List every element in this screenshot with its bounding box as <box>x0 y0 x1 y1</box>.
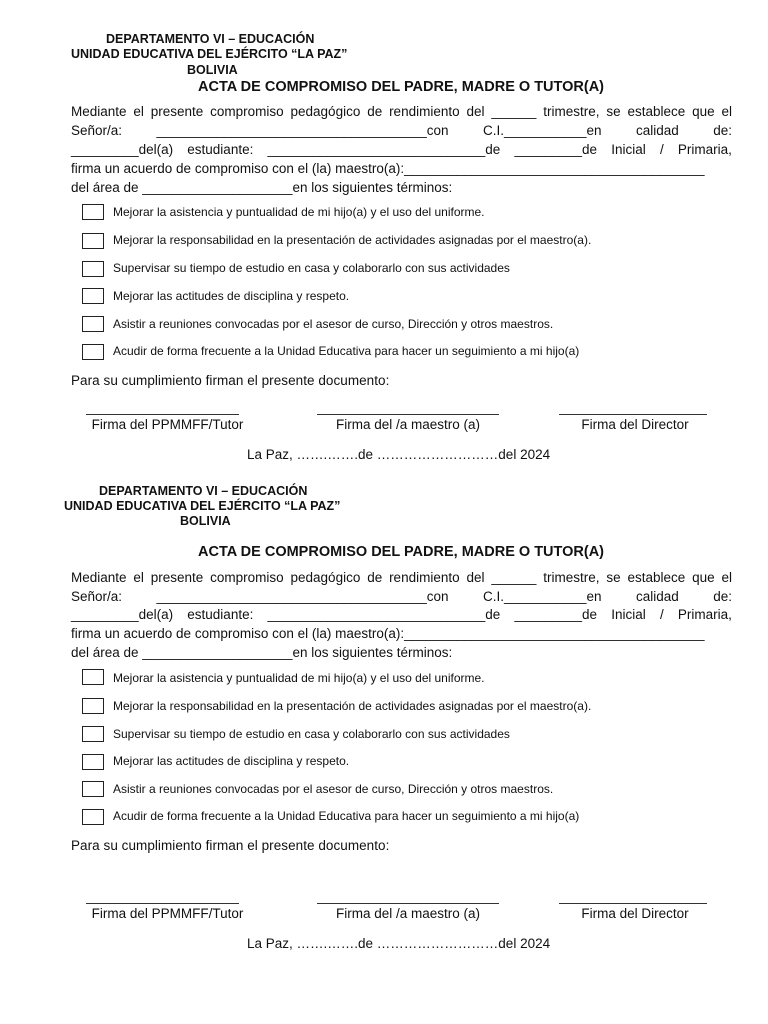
paragraph-line-4: firma un acuerdo de compromiso con el (la) maestro(a):________________________________________ <box>71 626 705 641</box>
item-label-6: Acudir de forma frecuente a la Unidad Educativa para hacer un seguimiento a mi hijo(a) <box>113 809 580 823</box>
signature-label-tutor: Firma del PPMMFF/Tutor <box>91 417 244 432</box>
item-label-1: Mejorar la asistencia y puntualidad de mi hijo(a) y el uso del uniforme. <box>113 205 485 219</box>
item-label-1: Mejorar la asistencia y puntualidad de mi hijo(a) y el uso del uniforme. <box>113 671 485 685</box>
form-title: ACTA DE COMPROMISO DEL PADRE, MADRE O TUTOR(A) <box>198 544 604 560</box>
checkbox-item-3[interactable] <box>82 726 104 742</box>
signature-line-director <box>559 903 707 904</box>
checkbox-item-2[interactable] <box>82 698 104 714</box>
checkbox-item-4[interactable] <box>82 754 104 770</box>
header-country: BOLIVIA <box>187 63 238 77</box>
paragraph-line-1: Mediante el presente compromiso pedagógico de rendimiento del ______ trimestre, se establece que el <box>71 104 732 119</box>
signature-line-teacher <box>317 903 499 904</box>
paragraph-line-1: Mediante el presente compromiso pedagógico de rendimiento del ______ trimestre, se establece que el <box>71 570 732 585</box>
item-label-2: Mejorar la responsabilidad en la presentación de actividades asignadas por el maestro(a). <box>113 233 592 247</box>
signature-label-tutor: Firma del PPMMFF/Tutor <box>91 906 244 921</box>
header-unit: UNIDAD EDUCATIVA DEL EJÉRCITO “LA PAZ” <box>71 47 348 61</box>
item-label-2: Mejorar la responsabilidad en la presentación de actividades asignadas por el maestro(a). <box>113 699 592 713</box>
signature-line-tutor <box>86 903 239 904</box>
closing-text: Para su cumplimiento firman el presente documento: <box>71 373 390 388</box>
item-label-3: Supervisar su tiempo de estudio en casa y colaborarlo con sus actividades <box>113 727 510 741</box>
item-label-4: Mejorar las actitudes de disciplina y respeto. <box>113 289 350 303</box>
closing-text: Para su cumplimiento firman el presente documento: <box>71 838 390 853</box>
signature-label-teacher: Firma del /a maestro (a) <box>335 417 481 432</box>
paragraph-line-3: _________del(a) estudiante: _____________________________de _________de Inicial / Primaria, <box>71 607 732 622</box>
paragraph-line-2: Señor/a: ____________________________________con C.I.___________en calidad de: <box>71 123 732 138</box>
date-line: La Paz, …….…….de ………………………del 2024 <box>247 936 551 951</box>
checkbox-item-6[interactable] <box>82 809 104 825</box>
paragraph-line-3: _________del(a) estudiante: _____________________________de _________de Inicial / Primaria, <box>71 142 732 157</box>
paragraph-line-4: firma un acuerdo de compromiso con el (la) maestro(a):________________________________________ <box>71 161 705 176</box>
item-label-3: Supervisar su tiempo de estudio en casa y colaborarlo con sus actividades <box>113 261 510 275</box>
signature-label-teacher: Firma del /a maestro (a) <box>335 906 481 921</box>
header-department: DEPARTAMENTO VI – EDUCACIÓN <box>99 484 308 498</box>
item-label-5: Asistir a reuniones convocadas por el asesor de curso, Dirección y otros maestros. <box>113 782 554 796</box>
item-label-4: Mejorar las actitudes de disciplina y respeto. <box>113 754 350 768</box>
signature-label-director: Firma del Director <box>581 906 689 921</box>
header-department: DEPARTAMENTO VI – EDUCACIÓN <box>106 32 315 46</box>
checkbox-item-1[interactable] <box>82 669 104 685</box>
checkbox-item-5[interactable] <box>82 781 104 797</box>
paragraph-line-5: del área de ____________________en los siguientes términos: <box>71 645 453 660</box>
paragraph-line-2: Señor/a: ____________________________________con C.I.___________en calidad de: <box>71 589 732 604</box>
header-unit: UNIDAD EDUCATIVA DEL EJÉRCITO “LA PAZ” <box>64 499 341 513</box>
date-line: La Paz, …….…….de ………………………del 2024 <box>247 447 551 462</box>
item-label-6: Acudir de forma frecuente a la Unidad Educativa para hacer un seguimiento a mi hijo(a) <box>113 344 580 358</box>
form-title: ACTA DE COMPROMISO DEL PADRE, MADRE O TUTOR(A) <box>198 79 604 95</box>
item-label-5: Asistir a reuniones convocadas por el asesor de curso, Dirección y otros maestros. <box>113 317 554 331</box>
signature-label-director: Firma del Director <box>581 417 689 432</box>
header-country: BOLIVIA <box>180 514 231 528</box>
paragraph-line-5: del área de ____________________en los siguientes términos: <box>71 180 453 195</box>
